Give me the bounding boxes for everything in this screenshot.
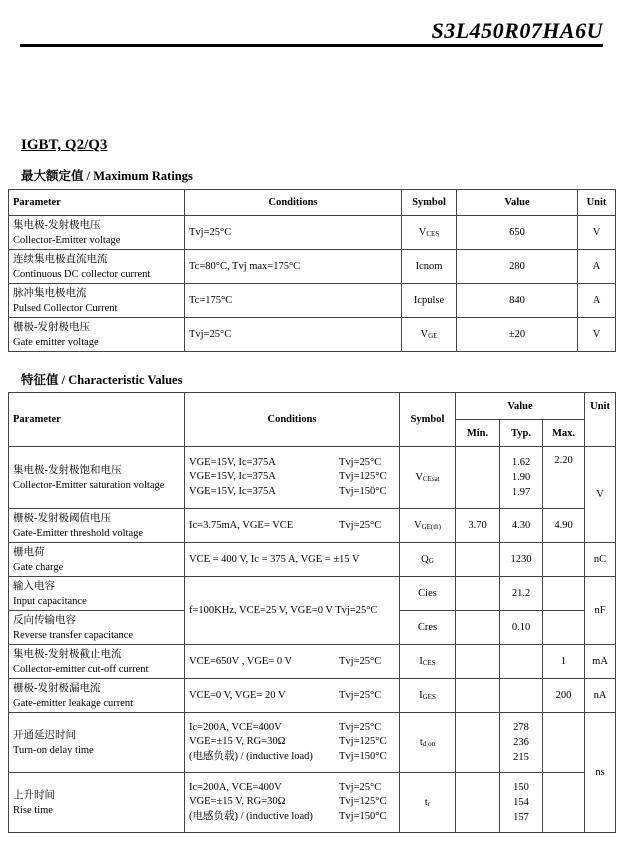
cond-right: Tvj=25°C (339, 456, 382, 468)
typ-cell (500, 713, 543, 773)
max-cell: 200 (543, 679, 585, 713)
cond-line (189, 810, 395, 825)
param-cn: 连续集电极直流电流 (13, 253, 108, 265)
unit-cell: V (585, 447, 616, 543)
conditions-cell: Tc=175°C (185, 284, 402, 318)
min-cell (456, 679, 500, 713)
cond-right: Tvj=150°C (339, 485, 387, 497)
unit-cell: nC (585, 543, 616, 577)
typ-cell: 21.2 (500, 577, 543, 611)
symbol-cell (402, 284, 457, 318)
symbol-main: t (419, 737, 423, 748)
conditions-cell (185, 713, 400, 773)
table-row (9, 577, 616, 611)
min-cell (456, 773, 500, 833)
col-value: Value (456, 393, 585, 420)
symbol-main: V (415, 472, 423, 483)
col-symbol: Symbol (400, 393, 456, 447)
col-unit: Unit (578, 190, 616, 216)
symbol-cell (400, 447, 456, 509)
symbol-sub: GE (428, 332, 438, 340)
table-row (9, 713, 616, 773)
param-cn: 栅极-发射极漏电流 (13, 682, 101, 694)
typ-value: 157 (513, 812, 529, 823)
cond-line (189, 721, 395, 736)
symbol-main: Q (421, 554, 429, 565)
conditions-cell (185, 773, 400, 833)
conditions-cell: f=100KHz, VCE=25 V, VGE=0 V Tvj=25°C (185, 577, 400, 645)
typ-value: 278 (513, 722, 529, 733)
param-cn: 集电极-发射极电压 (13, 219, 101, 231)
param-cell (9, 679, 185, 713)
conditions-cell: Tvj=25°C (185, 216, 402, 250)
min-cell: 3.70 (456, 509, 500, 543)
cond-right: Tvj=25°C (339, 721, 382, 733)
symbol-cell (400, 645, 456, 679)
symbol-cell: Cres (400, 611, 456, 645)
symbol-cell (402, 318, 457, 352)
param-cell (9, 773, 185, 833)
cond-line (189, 735, 395, 750)
cond-line (189, 750, 395, 765)
table-row (9, 773, 616, 833)
param-cn: 栅电荷 (13, 546, 45, 558)
max-cell: 4.90 (543, 509, 585, 543)
cond-right: Tvj=25°C (339, 656, 382, 667)
param-cn: 栅极-发射极阈值电压 (13, 512, 111, 524)
symbol-sub: r (427, 800, 431, 808)
col-max: Max. (543, 420, 585, 447)
symbol-sub: GE(th) (421, 523, 442, 531)
char-header-row-1 (9, 393, 616, 420)
symbol-sub: CES (426, 230, 440, 238)
typ-cell (500, 645, 543, 679)
param-cn: 反向传输电容 (13, 614, 76, 626)
cond-line (189, 456, 395, 471)
max-ratings-header-row (9, 190, 616, 216)
col-symbol: Symbol (402, 190, 457, 216)
typ-value: 1.90 (511, 472, 531, 483)
param-en: Pulsed Collector Current (13, 302, 118, 314)
param-en: Gate emitter voltage (13, 336, 99, 348)
cond-left: VGE=15V, Ic=375A (189, 485, 276, 497)
cond-right: Tvj=25°C (339, 781, 382, 793)
value-cell: 650 (457, 216, 578, 250)
col-parameter: Parameter (9, 190, 185, 216)
typ-value: 236 (513, 737, 529, 748)
conditions-cell: VCE = 400 V, Ic = 375 A, VGE = ±15 V (185, 543, 400, 577)
table-row (9, 250, 616, 284)
col-conditions: Conditions (185, 393, 400, 447)
param-cell (9, 611, 185, 645)
char-values-heading: 特征值 / Characteristic Values (21, 373, 183, 387)
cond-left: VGE=15V, Ic=375A (189, 456, 276, 468)
conditions-cell: Tvj=25°C (185, 318, 402, 352)
cond-left: VGE=±15 V, RG=30Ω (189, 736, 286, 748)
conditions-cell (185, 447, 400, 509)
symbol-main: Icnom (415, 261, 443, 272)
char-values-table (8, 392, 616, 833)
symbol-sub: CEsat (422, 475, 440, 483)
min-cell (456, 645, 500, 679)
col-unit: Unit (585, 393, 616, 420)
conditions-cell (185, 509, 400, 543)
symbol-main: I (419, 656, 423, 667)
param-cn: 开通延迟时间 (13, 729, 76, 741)
table-row (9, 679, 616, 713)
cond-right: Tvj=25°C (339, 690, 382, 701)
table-row (9, 284, 616, 318)
conditions-cell: Tc=80°C, Tvj max=175°C (185, 250, 402, 284)
cond-line (189, 795, 395, 810)
param-cn: 上升时间 (13, 789, 55, 801)
min-cell (456, 447, 500, 509)
param-en: Continuous DC collector current (13, 268, 151, 280)
cond-line (189, 470, 395, 485)
min-cell (456, 543, 500, 577)
max-cell: 1 (543, 645, 585, 679)
conditions-cell (185, 679, 400, 713)
cond-left: VGE=15V, Ic=375A (189, 471, 276, 483)
param-cell (9, 509, 185, 543)
col-min: Min. (456, 420, 500, 447)
min-cell (456, 577, 500, 611)
cond-right: Tvj=150°C (339, 810, 387, 822)
unit-cell: ns (585, 713, 616, 833)
param-cell (9, 713, 185, 773)
max-cell (543, 543, 585, 577)
cond-line (189, 485, 395, 500)
param-cell (9, 543, 185, 577)
param-en: Input capacitance (13, 595, 87, 607)
typ-value: 1.62 (511, 457, 531, 468)
symbol-sub: G (428, 557, 434, 565)
symbol-cell (400, 773, 456, 833)
typ-value: 150 (513, 782, 529, 793)
typ-cell (500, 679, 543, 713)
unit-cell: V (578, 318, 616, 352)
param-cell (9, 577, 185, 611)
cond-left: VCE=650V , VGE= 0 V (189, 656, 293, 667)
symbol-main: V (418, 227, 427, 238)
symbol-cell (402, 250, 457, 284)
cond-right: Tvj=125°C (339, 471, 387, 483)
col-value: Value (457, 190, 578, 216)
symbol-main: Icpulse (413, 295, 445, 306)
cond-right: Tvj=125°C (339, 736, 387, 748)
unit-cell: nF (585, 577, 616, 645)
typ-cell: 1230 (500, 543, 543, 577)
max-cell: 2.20 (543, 447, 585, 509)
value-cell: 840 (457, 284, 578, 318)
typ-cell (500, 447, 543, 509)
unit-cell: A (578, 284, 616, 318)
value-cell: 280 (457, 250, 578, 284)
symbol-sub: GES (422, 693, 436, 701)
cond-right: Tvj=25°C (339, 520, 382, 531)
max-cell (543, 611, 585, 645)
table-row (9, 543, 616, 577)
unit-cell: mA (585, 645, 616, 679)
param-en: Reverse transfer capacitance (13, 629, 134, 641)
max-cell (543, 713, 585, 773)
cond-left: Ic=200A, VCE=400V (189, 721, 282, 733)
symbol-cell: Cies (400, 577, 456, 611)
typ-cell: 4.30 (500, 509, 543, 543)
symbol-cell (400, 679, 456, 713)
typ-value: 215 (513, 752, 529, 763)
cond-left: VGE=±15 V, RG=30Ω (189, 796, 286, 808)
unit-cell: nA (585, 679, 616, 713)
title-rule (20, 44, 603, 47)
param-en: Turn-on delay time (13, 744, 94, 756)
table-row (9, 447, 616, 509)
typ-value: 1.97 (511, 487, 531, 498)
min-cell (456, 611, 500, 645)
symbol-cell (402, 216, 457, 250)
unit-header-spacer (585, 420, 616, 447)
cond-left: Ic=3.75mA, VGE= VCE (189, 520, 294, 531)
symbol-cell (400, 509, 456, 543)
param-cn: 集电极-发射极截止电流 (13, 648, 122, 660)
symbol-cell (400, 543, 456, 577)
typ-value: 154 (513, 797, 529, 808)
col-conditions: Conditions (185, 190, 402, 216)
param-cell (9, 447, 185, 509)
symbol-main: t (424, 797, 428, 808)
symbol-main: V (413, 520, 422, 531)
table-row (9, 216, 616, 250)
param-cell (9, 284, 185, 318)
param-en: Collector-Emitter saturation voltage (13, 479, 165, 491)
col-parameter: Parameter (9, 393, 185, 447)
symbol-sub: d on (422, 740, 436, 748)
table-row (9, 645, 616, 679)
param-cn: 脉冲集电极电流 (13, 287, 87, 299)
param-cn: 集电极-发射极饱和电压 (13, 464, 122, 476)
cond-right: Tvj=150°C (339, 750, 387, 762)
cond-left: Ic=200A, VCE=400V (189, 781, 282, 793)
param-cn: 输入电容 (13, 580, 55, 592)
unit-cell: A (578, 250, 616, 284)
param-cn: 栅极-发射极电压 (13, 321, 90, 333)
max-cell (543, 773, 585, 833)
typ-cell (500, 773, 543, 833)
param-cell (9, 318, 185, 352)
value-cell: ±20 (457, 318, 578, 352)
col-typ: Typ. (500, 420, 543, 447)
param-cell (9, 250, 185, 284)
symbol-main: I (419, 690, 423, 701)
cond-line (189, 781, 395, 796)
param-cell (9, 645, 185, 679)
min-cell (456, 713, 500, 773)
param-en: Collector-emitter cut-off current (13, 663, 149, 675)
param-en: Rise time (13, 804, 53, 816)
param-en: Gate-emitter leakage current (13, 697, 134, 709)
param-en: Gate-Emitter threshold voltage (13, 527, 144, 539)
cond-left: (电感负载) / (inductive load) (189, 810, 313, 822)
cond-right: Tvj=125°C (339, 796, 387, 808)
cond-left: VCE=0 V, VGE= 20 V (189, 690, 286, 701)
cond-left: (电感负载) / (inductive load) (189, 750, 313, 762)
conditions-cell (185, 645, 400, 679)
symbol-main: V (420, 329, 429, 340)
param-en: Collector-Emitter voltage (13, 234, 121, 246)
symbol-sub: CES (422, 659, 436, 667)
table-row (9, 509, 616, 543)
unit-cell: V (578, 216, 616, 250)
part-number-title: S3L450R07HA6U (431, 18, 603, 43)
max-cell (543, 577, 585, 611)
param-en: Gate charge (13, 561, 64, 573)
max-ratings-heading: 最大额定值 / Maximum Ratings (21, 169, 193, 183)
typ-cell: 0.10 (500, 611, 543, 645)
max-ratings-table (8, 189, 616, 352)
symbol-cell (400, 713, 456, 773)
param-cell (9, 216, 185, 250)
section-title: IGBT, Q2/Q3 (21, 137, 108, 153)
table-row (9, 318, 616, 352)
